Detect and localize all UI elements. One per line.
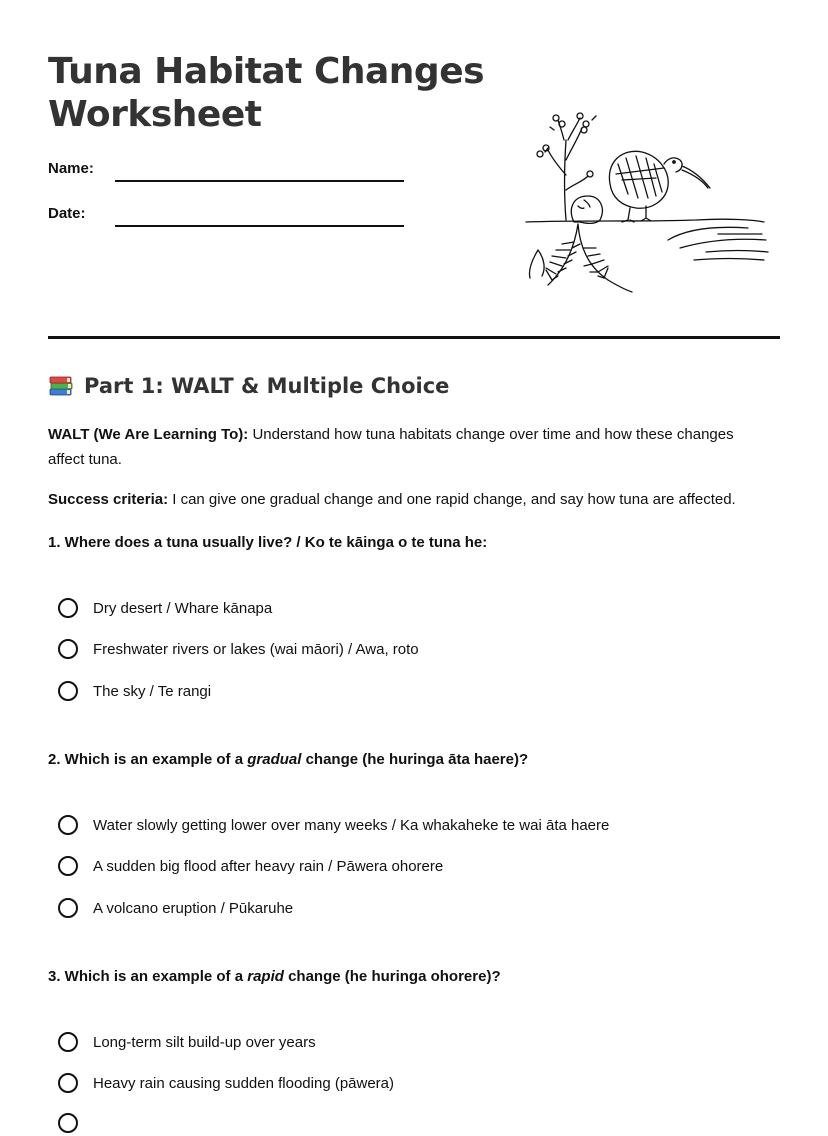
q2-option-c[interactable] [58,895,293,921]
radio-button[interactable] [58,815,78,835]
kiwi-illustration [518,100,780,300]
question-text: change (he huringa ohorere)? [283,968,501,985]
question-text: change (he huringa āta haere)? [301,751,529,768]
q3-option-a[interactable] [58,1029,316,1055]
question-2 [48,751,528,768]
date-field[interactable] [48,205,408,229]
name-line[interactable] [115,180,404,182]
option-label: Heavy rain causing sudden flooding (pāwera) [93,1074,395,1092]
radio-button[interactable] [58,681,78,701]
part1-title: Part 1: WALT & Multiple Choice [84,374,450,398]
question-3 [48,968,501,985]
option-label: Freshwater rivers or lakes (wai māori) / Awa, roto [93,640,419,658]
success-criteria-label: Success criteria: [48,491,169,508]
q3-option-b[interactable] [58,1070,394,1096]
success-criteria-paragraph [48,487,773,512]
q1-option-a[interactable] [58,595,272,621]
radio-button[interactable] [58,598,78,618]
date-label: Date: [48,205,86,222]
radio-button[interactable] [58,1073,78,1093]
walt-text: Understand how tuna habitats change over time and how these changes affect tuna. [48,426,734,468]
radio-button[interactable] [58,1032,78,1052]
option-label: The sky / Te rangi [93,682,212,700]
question-emphasis: gradual [247,751,302,768]
name-field[interactable] [48,160,408,184]
q1-option-b[interactable] [58,636,419,662]
radio-button[interactable] [58,898,78,918]
walt-label: WALT (We Are Learning To): [48,426,249,443]
q3-option-c[interactable] [58,1110,93,1136]
section-divider [48,336,780,339]
q2-option-b[interactable] [58,853,443,879]
part1-heading [48,374,449,398]
option-label: A sudden big flood after heavy rain / Pāwera ohorere [93,857,444,875]
name-label: Name: [48,160,94,177]
date-line[interactable] [115,225,404,227]
worksheet-title: Tuna Habitat Changes Worksheet [48,51,485,135]
option-label: A volcano eruption / Pūkaruhe [93,899,294,917]
question-emphasis: rapid [247,968,284,985]
question-1: 1. Where does a tuna usually live? / Ko te kāinga o te tuna he: [48,534,488,551]
question-text: 2. Which is an example of a [48,751,248,768]
radio-button[interactable] [58,639,78,659]
option-label: Water slowly getting lower over many weeks / Ka whakaheke te wai āta haere [93,816,610,834]
option-label: Long-term silt build-up over years [93,1033,316,1051]
radio-button[interactable] [58,1113,78,1133]
radio-button[interactable] [58,856,78,876]
walt-paragraph [48,422,773,472]
books-icon [48,374,74,398]
option-label: Dry desert / Whare kānapa [93,599,273,617]
q1-option-c[interactable] [58,678,211,704]
question-text: 3. Which is an example of a [48,968,248,985]
success-criteria-text: I can give one gradual change and one rapid change, and say how tuna are affected. [168,491,736,508]
q2-option-a[interactable] [58,812,609,838]
